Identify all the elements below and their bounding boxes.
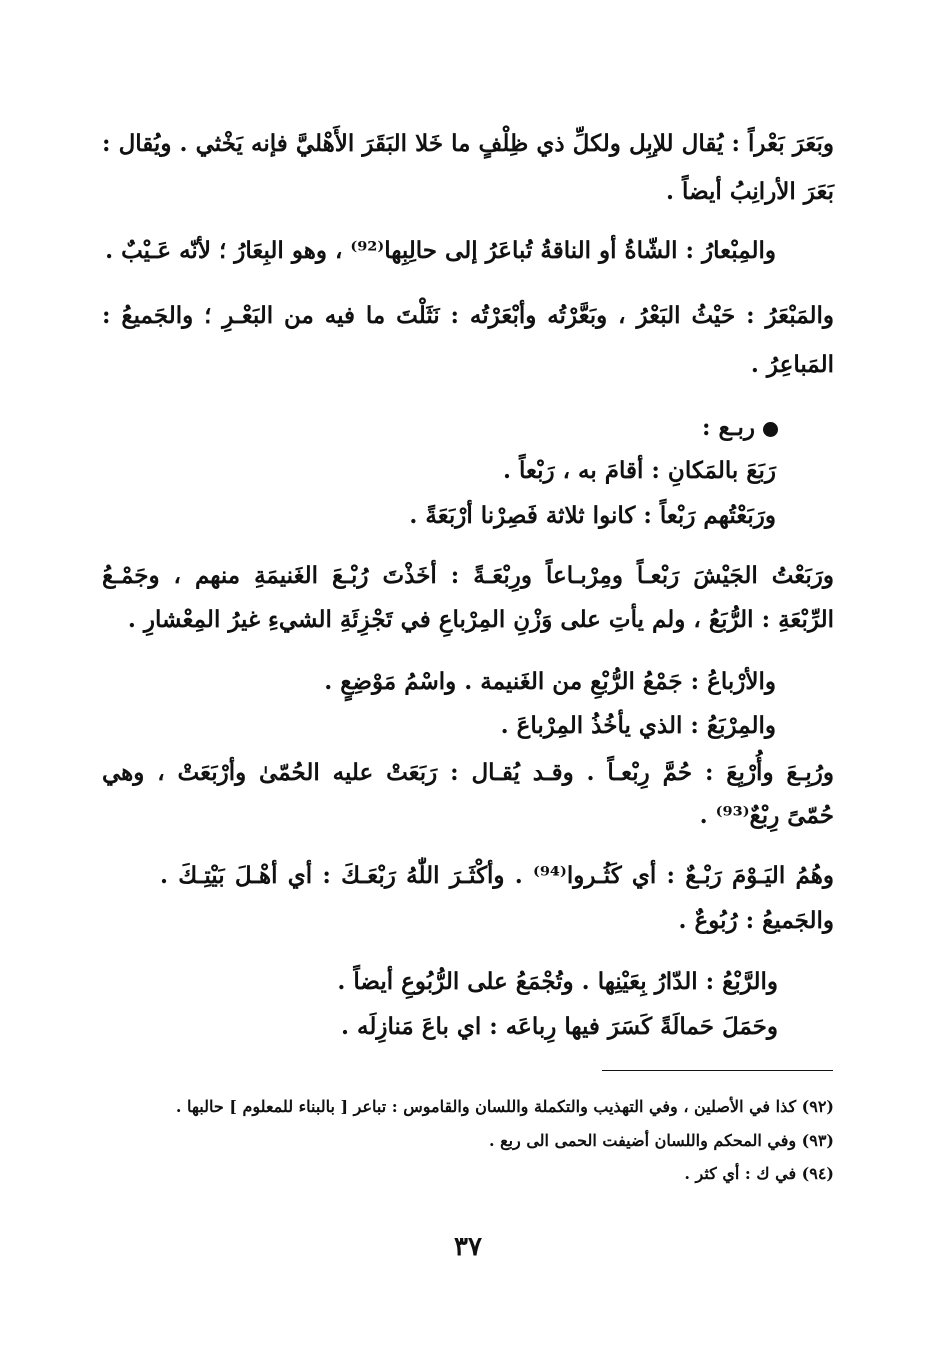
paragraph-line: والرَّبْعُ : الدّارُ بِعَيْنِها . وتُجْمَعُ على الرُّبُوعِ أيضاً .	[337, 968, 778, 995]
paragraph-line: حُمّىً رِبْعٌ⁽⁹³⁾ .	[699, 802, 834, 829]
footnote: (٩٢) كذا في الأصلين ، وفي التهذيب والتكملة واللسان والقاموس : تباعر [ بالبناء للمعلوم ] حالبها .	[175, 1097, 834, 1116]
bullet-icon	[763, 422, 778, 437]
paragraph-line: وبَعَرَ بَعْراً : يُقال للإبِل ولكلِّ ذي ظِلْفٍ ما خَلا البَقَرَ الأَهْليَّ فإنه يَخْثي . ويُقال :	[102, 130, 834, 157]
paragraph-line: وهُمُ اليَـوْمَ رَبْـعٌ : أي كَثُـروا⁽⁹⁴⁾ . وأكْثَـرَ اللّٰهُ رَبْعَـكَ : أي أهْـلَ بَيْتِـكَ .	[160, 862, 834, 889]
paragraph-line: المَباعِرُ .	[750, 351, 834, 378]
paragraph-line: ورَبَعْتُهم رَبْعاً : كانوا ثلاثة فَصِرْنا أرْبَعَةً .	[409, 502, 776, 529]
paragraph-line: بَعَرَ الأرانِبُ أيضاً .	[666, 178, 834, 205]
paragraph-line: والأرْباعُ : جَمْعُ الرُّبْعِ من الغَنيمة . واسْمُ مَوْضِعٍ .	[324, 668, 776, 695]
paragraph-line: والمَبْعَرُ : حَيْثُ البَعْرُ ، وبَعَّرْتُه وأبْعَرْتُه : نَثَلْتَ ما فيه من البَعْـرِ ؛ والجَميعُ :	[102, 302, 834, 329]
paragraph-line: ورُبِـعَ وأُرْبِعَ : حُمَّ رِبْعـاً . وقـد يُقـال : رَبَعَتْ عليه الحُمّىٰ وأرْبَعَتْ ، وهي	[102, 759, 834, 786]
footnote: (٩٣) وفي المحكم واللسان أضيفت الحمى الى ربع .	[488, 1131, 834, 1150]
paragraph-line: الرِّبْعَةِ : الرُّبَعُ ، ولم يأتِ على وَزْنِ المِرْباعِ في تَجْزِئَةِ الشيءِ غيرُ المِعْشارِ .	[127, 606, 834, 633]
paragraph-line: وحَمَلَ حَمالَةً كَسَرَ فيها رِباعَه : اي باعَ مَنازِلَه .	[341, 1013, 778, 1040]
entry-heading	[46, 412, 778, 444]
paragraph-line: ورَبَعْتُ الجَيْشَ رَبْعـاً ومِرْبـاعاً ورِبْعَـةً : أخَذْتَ رُبْـعَ الغَنيمَةِ منهم ، وجَمْـعُ	[102, 562, 834, 589]
paragraph-line: رَبَعَ بالمَكانِ : أقامَ به ، رَبْعاً .	[502, 457, 776, 484]
paragraph-line: والجَميعُ : رُبُوعٌ .	[678, 907, 834, 934]
entry-heading-text: ربـع :	[702, 414, 755, 441]
paragraph-line: والمِرْبَعُ : الذي يأخُذُ المِرْباعَ .	[500, 712, 776, 739]
page-number: ٣٧	[454, 1232, 482, 1262]
footnote-divider	[602, 1070, 833, 1071]
paragraph-line: والمِبْعارُ : الشّاةُ أو الناقةُ تُباعَرُ إلى حالِبِها⁽⁹²⁾ ، وهو البِعَارُ ؛ لأنّه عَـيْبٌ .	[105, 237, 776, 264]
footnote: (٩٤) في ك : أي كثر .	[684, 1164, 834, 1183]
